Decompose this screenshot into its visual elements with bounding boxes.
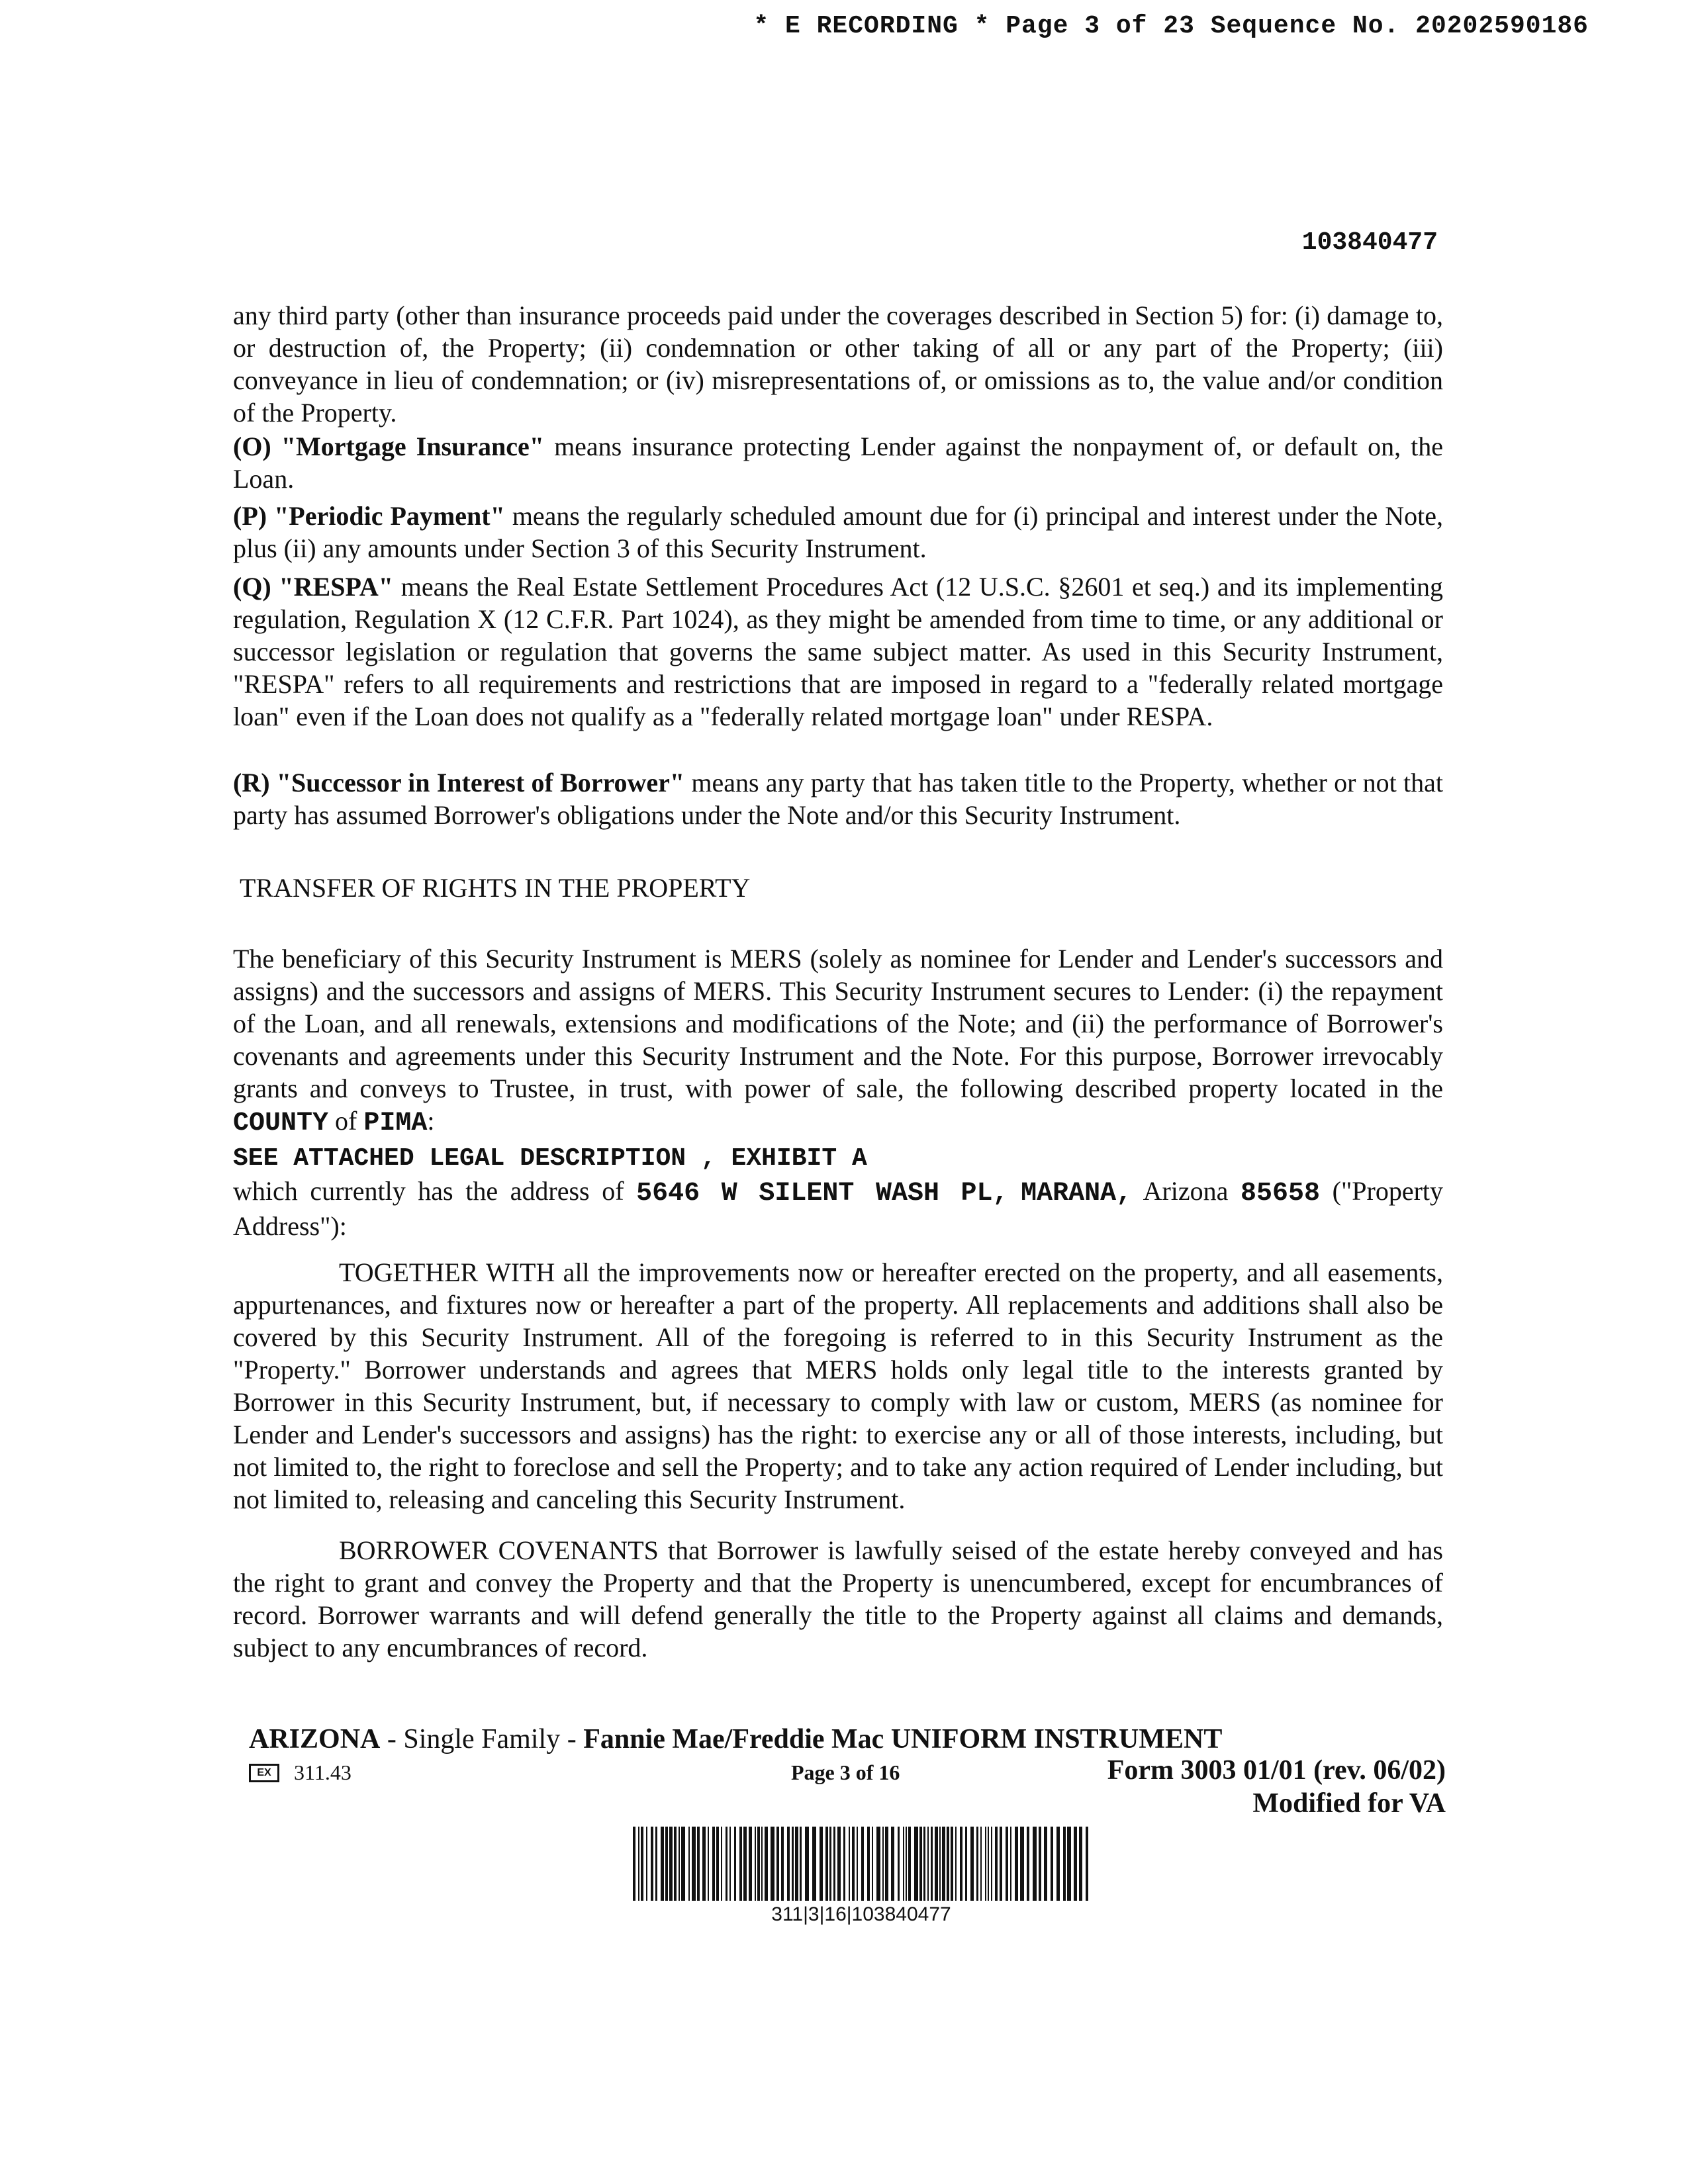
transfer-text: The beneficiary of this Security Instrument is MERS (solely as nominee for Lender and Lender's successors and assigns) and the successors and assigns of MERS. This Security Instrument secures to Lender: (i) the repayment of the Loan, and all renewals, extensions and modifications of the Note; and (ii) the performance of Borrower's covenants and agreements under this Security Instrument and the Note. For this purpose, Borrower irrevocably grants and conveys to Trustee, in trust, with power of sale, the following described property located in the [233, 944, 1443, 1103]
barcode-bar [1044, 1827, 1047, 1901]
barcode-bar [1063, 1827, 1066, 1901]
barcode-bar [1056, 1827, 1060, 1901]
barcode-bar [908, 1827, 911, 1901]
property-street: 5646 W SILENT WASH PL, [636, 1179, 1009, 1208]
barcode-bar [1006, 1827, 1008, 1901]
barcode-bar [820, 1827, 823, 1901]
definition-r-text: means any party that has taken title to the Property, whether or not that party has assumed Borrower's obligations under the Note and/or this Security Instrument. [233, 768, 1444, 830]
barcode-bar [812, 1827, 816, 1901]
barcode-bar [955, 1827, 957, 1901]
definition-p-text: means the regularly scheduled amount due for (i) principal and interest under the Note, plus (ii) any amounts under Section 3 of this Security Instrument. [233, 501, 1443, 563]
barcode-bar [729, 1827, 731, 1901]
barcode-bar [995, 1827, 998, 1901]
barcode-bar [771, 1827, 774, 1901]
barcode-bar [757, 1827, 760, 1901]
barcode-bar [661, 1827, 664, 1901]
footer-form-code [249, 1760, 352, 1785]
barcode-bar [679, 1827, 680, 1901]
together-with-paragraph: TOGETHER WITH all the improvements now or hereafter erected on the property, and all easements, appurtenances, and fixtures now or hereafter a part of the property. All replacements and additions shall also be covered by this Security Instrument. All of the foregoing is referred to in this Security Instrument as the "Property." Borrower understands and agrees that MERS holds only legal title to the interests granted by Borrower in this Security Instrument, but, if necessary to comply with law or custom, MERS (as nominee for Lender and Lender's successors and assigns) has the right: to exercise any or all of those interests, including, but not limited to, the right to foreclose and sell the Property; and to take any action required of Lender including, but not limited to, releasing and canceling this Security Instrument. [233, 1257, 1443, 1514]
barcode-bar [1010, 1827, 1011, 1901]
footer-title-part-2: UNIFORM INSTRUMENT [890, 1724, 1223, 1754]
definition-p [233, 500, 1443, 565]
barcode-bar [960, 1827, 962, 1901]
barcode-bar [716, 1827, 719, 1901]
barcode-bar [787, 1827, 790, 1901]
barcode-bar [837, 1827, 841, 1901]
barcode-bar [1033, 1827, 1037, 1901]
footer-title-bold: Fannie Mae/Freddie Mac [583, 1724, 884, 1754]
barcode-bar [743, 1827, 747, 1901]
loan-number: 103840477 [1301, 228, 1438, 257]
barcode-bar [825, 1827, 828, 1901]
county-colon: : [427, 1106, 435, 1136]
barcode-bar [800, 1827, 802, 1901]
definition-o [233, 430, 1443, 495]
barcode-bar [651, 1827, 653, 1901]
barcode-bar [1067, 1827, 1071, 1901]
barcode-bar [1000, 1827, 1002, 1901]
barcode-bar [781, 1827, 784, 1901]
definition-q [233, 570, 1443, 733]
definition-o-term: (O) "Mortgage Insurance" [233, 432, 544, 461]
barcode-bar [872, 1827, 873, 1901]
barcode-bar [861, 1827, 864, 1901]
barcode-bar [776, 1827, 779, 1901]
barcode-bar [638, 1827, 639, 1901]
barcode-bar [681, 1827, 685, 1901]
barcode-bar [702, 1827, 706, 1901]
definition-q-text: means the Real Estate Settlement Procedures Act (12 U.S.C. §2601 et seq.) and its implementing regulation, Regulation X (12 C.F.R. Part 1024), as they might be amended from time to time, or any additional or successor legislation or regulation that governs the same subject matter. As used in this Security Instrument, "RESPA" refers to all requirements and restrictions that are imposed in regard to a "federally related mortgage loan" even if the Loan does not qualify as a "federally related mortgage loan" under RESPA. [233, 572, 1443, 731]
barcode-bar [829, 1827, 831, 1901]
barcode-bar [792, 1827, 794, 1901]
definition-r-term: (R) "Successor in Interest of Borrower" [233, 768, 685, 797]
barcode-bar [914, 1827, 918, 1901]
address-tail: ("Property Address"): [233, 1176, 1444, 1241]
barcode-bar [749, 1827, 752, 1901]
barcode-bar [1086, 1827, 1088, 1901]
barcode-bar [927, 1827, 929, 1901]
barcode-bar [633, 1827, 635, 1901]
barcode-bar [898, 1827, 900, 1901]
property-zip: 85658 [1241, 1179, 1321, 1208]
barcode-bar [674, 1827, 677, 1901]
barcode-bar [755, 1827, 756, 1901]
barcode-bar [795, 1827, 798, 1901]
barcode-bar [833, 1827, 835, 1901]
barcode-bar [939, 1827, 941, 1901]
modified-for-va: Modified for VA [1252, 1788, 1446, 1819]
barcode-image [633, 1827, 1090, 1901]
barcode-bar [891, 1827, 894, 1901]
barcode-bar [1015, 1827, 1018, 1901]
barcode-bar [885, 1827, 888, 1901]
barcode-bar [761, 1827, 763, 1901]
footer-state: ARIZONA [249, 1724, 381, 1754]
barcode-bar [721, 1827, 722, 1901]
definition-p-term: (P) "Periodic Payment" [233, 501, 505, 531]
barcode-bar [843, 1827, 845, 1901]
barcode-bar [935, 1827, 938, 1901]
definition-q-term: (Q) "RESPA" [233, 572, 394, 602]
barcode-bar [739, 1827, 742, 1901]
barcode-bar [1027, 1827, 1029, 1901]
barcode-bar [688, 1827, 690, 1901]
barcode-bar [655, 1827, 657, 1901]
barcode-bar [906, 1827, 907, 1901]
barcode-bar [692, 1827, 696, 1901]
barcode-bar [867, 1827, 870, 1901]
barcode-bar [646, 1827, 647, 1901]
form-code-number: 311.43 [294, 1760, 352, 1784]
barcode-bar [1074, 1827, 1077, 1901]
ex-logo-icon: EX [249, 1764, 279, 1782]
address-lead: which currently has the address of [233, 1176, 624, 1206]
barcode-bar [734, 1827, 736, 1901]
property-city: MARANA, [1021, 1179, 1133, 1208]
footer-form-number [1107, 1754, 1446, 1820]
barcode-bar [712, 1827, 715, 1901]
county-of: of [335, 1106, 357, 1136]
barcode-bar [882, 1827, 884, 1901]
footer-page-number: Page 3 of 16 [791, 1760, 900, 1784]
barcode-bar [876, 1827, 880, 1901]
barcode-bar [970, 1827, 974, 1901]
barcode-bar [988, 1827, 989, 1901]
barcode-bar [903, 1827, 904, 1901]
barcode-bar [919, 1827, 922, 1901]
barcode-bar [697, 1827, 700, 1901]
barcode-bar [965, 1827, 967, 1901]
barcode-bar [641, 1827, 643, 1901]
barcode-bar [857, 1827, 858, 1901]
footer-form-title [249, 1723, 1222, 1755]
barcode-bar [1039, 1827, 1041, 1901]
legal-description: SEE ATTACHED LEGAL DESCRIPTION , EXHIBIT A [233, 1144, 867, 1173]
property-state: Arizona [1143, 1176, 1229, 1206]
recording-header: * E RECORDING * Page 3 of 23 Sequence No. 20202590186 [753, 12, 1589, 40]
county-label: COUNTY [233, 1109, 329, 1138]
definition-n-continued [233, 299, 1443, 429]
definition-n-text: any third party (other than insurance proceeds paid under the coverages described in Section 5) for: (i) damage to, or destruction of, the Property; (ii) condemnation or other taking of all or any part of the Property; (iii) conveyance in lieu of condemnation; or (iv) misrepresentations of, or omissions as to, the value and/or condition of the Property. [233, 300, 1443, 428]
barcode-bar [980, 1827, 982, 1901]
barcode-bar [1051, 1827, 1053, 1901]
barcode-bar [1079, 1827, 1082, 1901]
definition-r [233, 766, 1443, 831]
barcode-bar [991, 1827, 992, 1901]
barcode-bar [805, 1827, 809, 1901]
county-name: PIMA [363, 1109, 428, 1138]
barcode-bar [1020, 1827, 1024, 1901]
transfer-paragraph [233, 942, 1443, 1242]
footer-title-part-1: - Single Family - [387, 1724, 577, 1754]
borrower-covenants-paragraph: BORROWER COVENANTS that Borrower is lawfully seised of the estate hereby conveyed and has the right to grant and convey the Property and that the Property is unencumbered, except for encumbrances of record. Borrower warrants and will defend generally the title to the Property against all claims and demands, subject to any encumbrances of record. [233, 1535, 1443, 1662]
barcode-bar [765, 1827, 768, 1901]
barcode-bar [665, 1827, 668, 1901]
section-heading-transfer: TRANSFER OF RIGHTS IN THE PROPERTY [240, 873, 751, 903]
barcode-text: 311|3|16|103840477 [771, 1903, 951, 1925]
barcode-bar [849, 1827, 850, 1901]
barcode-bar [947, 1827, 949, 1901]
barcode-bar [931, 1827, 933, 1901]
barcode-bar [852, 1827, 855, 1901]
form-number: Form 3003 01/01 (rev. 06/02) [1107, 1755, 1446, 1786]
definition-o-text: means insurance protecting Lender against the nonpayment of, or default on, the Loan. [233, 432, 1444, 494]
barcode-bar [708, 1827, 709, 1901]
barcode-bar [726, 1827, 727, 1901]
barcode-bar [985, 1827, 986, 1901]
barcode-bar [976, 1827, 978, 1901]
barcode-bar [669, 1827, 673, 1901]
barcode-bar [923, 1827, 925, 1901]
barcode-bar [951, 1827, 953, 1901]
barcode-bar [942, 1827, 945, 1901]
